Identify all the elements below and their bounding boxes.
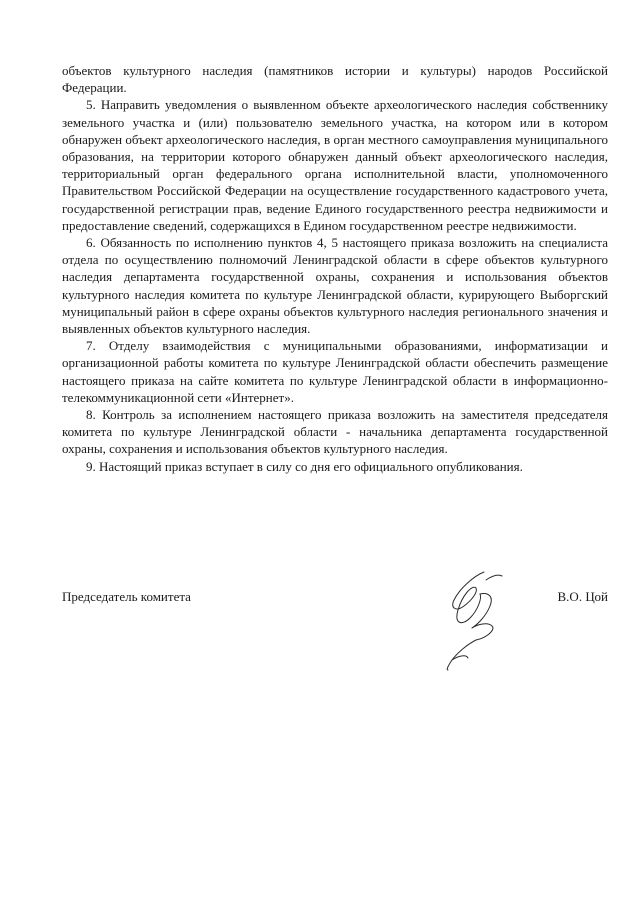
signature-block: [62, 588, 608, 678]
paragraph-item-5: 5. Направить уведомления о выявленном объекте археологического наследия собственнику земельного участка и (или) пользователю земельного участка, на котором или в котором обнаружен объект археологического наследия, в орган местного самоуправления муниципального образования, на территории которого обнаружен данный объект археологического наследия, территориальный орган федерального органа исполнительной власти, уполномоченного Правительством Российской Федерации на осуществление государственного кадастрового учета, государственной регистрации прав, ведение Единого государственного реестра недвижимости и предоставление сведений, содержащихся в Едином государственном реестре недвижимости.: [62, 97, 608, 233]
signatory-name: В.О. Цой: [557, 589, 608, 604]
paragraph-item-7: 7. Отделу взаимодействия с муниципальными образованиями, информатизации и организационной работы комитета по культуре Ленинградской области обеспечить размещение настоящего приказа на сайте комитета по культуре Ленинградской области в информационно-телекоммуникационной сети «Интернет».: [62, 338, 608, 405]
paragraph-continuation: объектов культурного наследия (памятников истории и культуры) народов Российской Федерации.: [62, 63, 608, 96]
signatory-title: Председатель комитета: [62, 589, 191, 604]
paragraph-item-9: 9. Настоящий приказ вступает в силу со дня его официального опубликования.: [86, 458, 523, 474]
handwritten-signature: [422, 566, 532, 676]
paragraph-item-6: 6. Обязанность по исполнению пунктов 4, 5 настоящего приказа возложить на специалиста отдела по осуществлению полномочий Ленинградской области в сфере объектов культурного наследия департамента государственной охраны, сохранения и использования объектов культурного наследия комитета по культуре Ленинградской области, курирующего Выборгский муниципальный район в сфере охраны объектов культурного наследия регионального значения и выявленных объектов культурного наследия.: [62, 235, 608, 337]
document-body: [62, 62, 608, 475]
paragraph-item-8: 8. Контроль за исполнением настоящего приказа возложить на заместителя председателя комитета по культуре Ленинградской области - начальника департамента государственной охраны, сохранения и использования объектов культурного наследия.: [62, 407, 608, 457]
